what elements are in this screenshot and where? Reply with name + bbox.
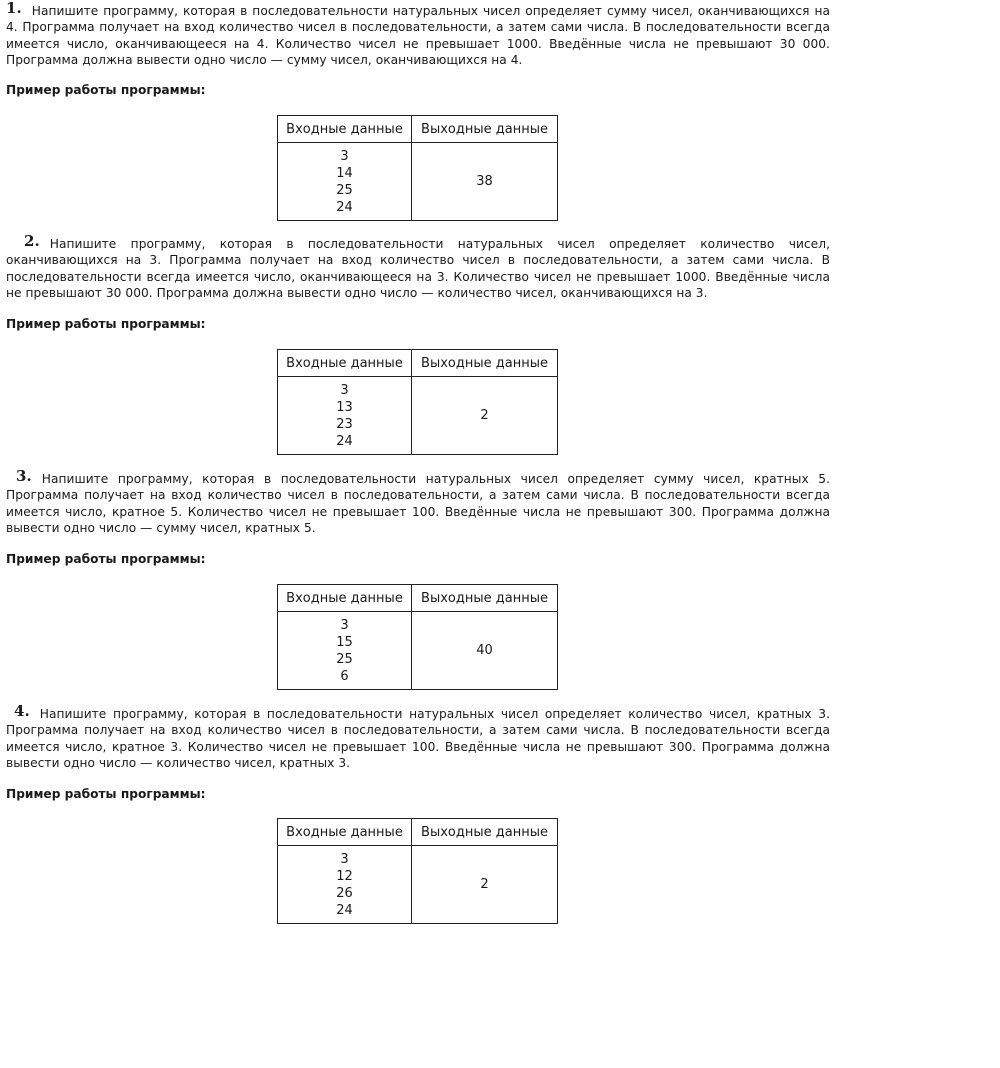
input-value: 3 <box>340 852 349 867</box>
task-2-text: Напишите программу, которая в последовательности натуральных чисел определяет количество чисел, оканчивающихся на 3. Программа получает на вход количество чисел в последовательности, а затем сами числа. В последовательности всегда имеется число, оканчивающееся на 3. Количество чисел не превышает 1000. Введённые числа не превышают 30 000. Программа должна вывести одно число — количество чисел, оканчивающихся на 3. <box>6 237 830 301</box>
task-2-example-label: Пример работы программы: <box>6 317 206 331</box>
task-4-number: 4. <box>14 702 30 720</box>
task-3-statement <box>6 467 830 537</box>
output-header: Выходные данные <box>412 116 558 143</box>
input-value: 23 <box>336 417 353 432</box>
input-value: 3 <box>340 149 349 164</box>
table-header-row <box>278 585 558 612</box>
input-value: 15 <box>336 635 353 650</box>
task-2-io-table <box>277 349 558 455</box>
input-cell <box>278 846 412 924</box>
task-4-example-label: Пример работы программы: <box>6 787 206 801</box>
task-4 <box>6 702 830 772</box>
output-header: Выходные данные <box>412 585 558 612</box>
input-header: Входные данные <box>278 819 412 846</box>
output-cell: 2 <box>412 846 558 924</box>
task-1-example-label: Пример работы программы: <box>6 83 206 97</box>
task-4-text: Напишите программу, которая в последовательности натуральных чисел определяет количество чисел, кратных 3. Программа получает на вход количество чисел в последовательности, а затем сами числа. В последовательности всегда имеется число, кратное 3. Количество чисел не превышает 100. Введённые числа не превышают 300. Программа должна вывести одно число — количество чисел, кратных 3. <box>6 707 830 771</box>
task-3-number: 3. <box>16 467 32 485</box>
task-4-io-table <box>277 818 558 924</box>
task-3 <box>6 467 830 537</box>
task-1-statement <box>6 2 830 69</box>
input-header: Входные данные <box>278 350 412 377</box>
task-3-io-table <box>277 584 558 690</box>
task-3-example-label: Пример работы программы: <box>6 552 206 566</box>
output-header: Выходные данные <box>412 819 558 846</box>
table-header-row <box>278 350 558 377</box>
task-1-number: 1. <box>6 0 22 17</box>
input-value: 14 <box>336 166 353 181</box>
input-value: 3 <box>340 618 349 633</box>
input-value: 12 <box>336 869 353 884</box>
input-value: 24 <box>336 200 353 215</box>
table-row <box>278 143 558 221</box>
input-value: 25 <box>336 183 353 198</box>
input-value: 13 <box>336 400 353 415</box>
table-row <box>278 846 558 924</box>
input-value: 25 <box>336 652 353 667</box>
input-cell <box>278 377 412 455</box>
input-value: 24 <box>336 903 353 918</box>
input-value: 24 <box>336 434 353 449</box>
input-cell <box>278 143 412 221</box>
input-value: 26 <box>336 886 353 901</box>
input-header: Входные данные <box>278 116 412 143</box>
task-2 <box>6 232 830 302</box>
task-1 <box>6 2 830 69</box>
table-header-row <box>278 819 558 846</box>
output-cell: 38 <box>412 143 558 221</box>
task-3-text: Напишите программу, которая в последовательности натуральных чисел определяет сумму чисел, кратных 5. Программа получает на вход количество чисел в последовательности, а затем сами числа. В последовательности всегда имеется число, кратное 5. Количество чисел не превышает 100. Введённые числа не превышают 300. Программа должна вывести одно число — сумму чисел, кратных 5. <box>6 472 830 536</box>
input-value: 3 <box>340 383 349 398</box>
task-4-statement <box>6 702 830 772</box>
table-row <box>278 377 558 455</box>
output-header: Выходные данные <box>412 350 558 377</box>
output-cell: 2 <box>412 377 558 455</box>
task-1-io-table <box>277 115 558 221</box>
task-1-text: Напишите программу, которая в последовательности натуральных чисел определяет сумму чисел, оканчивающихся на 4. Программа получает на вход количество чисел в последовательности, а затем сами числа. В последовательности всегда имеется число, оканчивающееся на 4. Количество чисел не превышает 1000. Введённые числа не превышают 30 000. Программа должна вывести одно число — сумму чисел, оканчивающихся на 4. <box>6 4 830 68</box>
input-value: 6 <box>340 669 349 684</box>
table-row <box>278 612 558 690</box>
output-cell: 40 <box>412 612 558 690</box>
input-cell <box>278 612 412 690</box>
task-2-statement <box>6 232 830 302</box>
task-2-number: 2. <box>24 232 40 250</box>
input-header: Входные данные <box>278 585 412 612</box>
table-header-row <box>278 116 558 143</box>
